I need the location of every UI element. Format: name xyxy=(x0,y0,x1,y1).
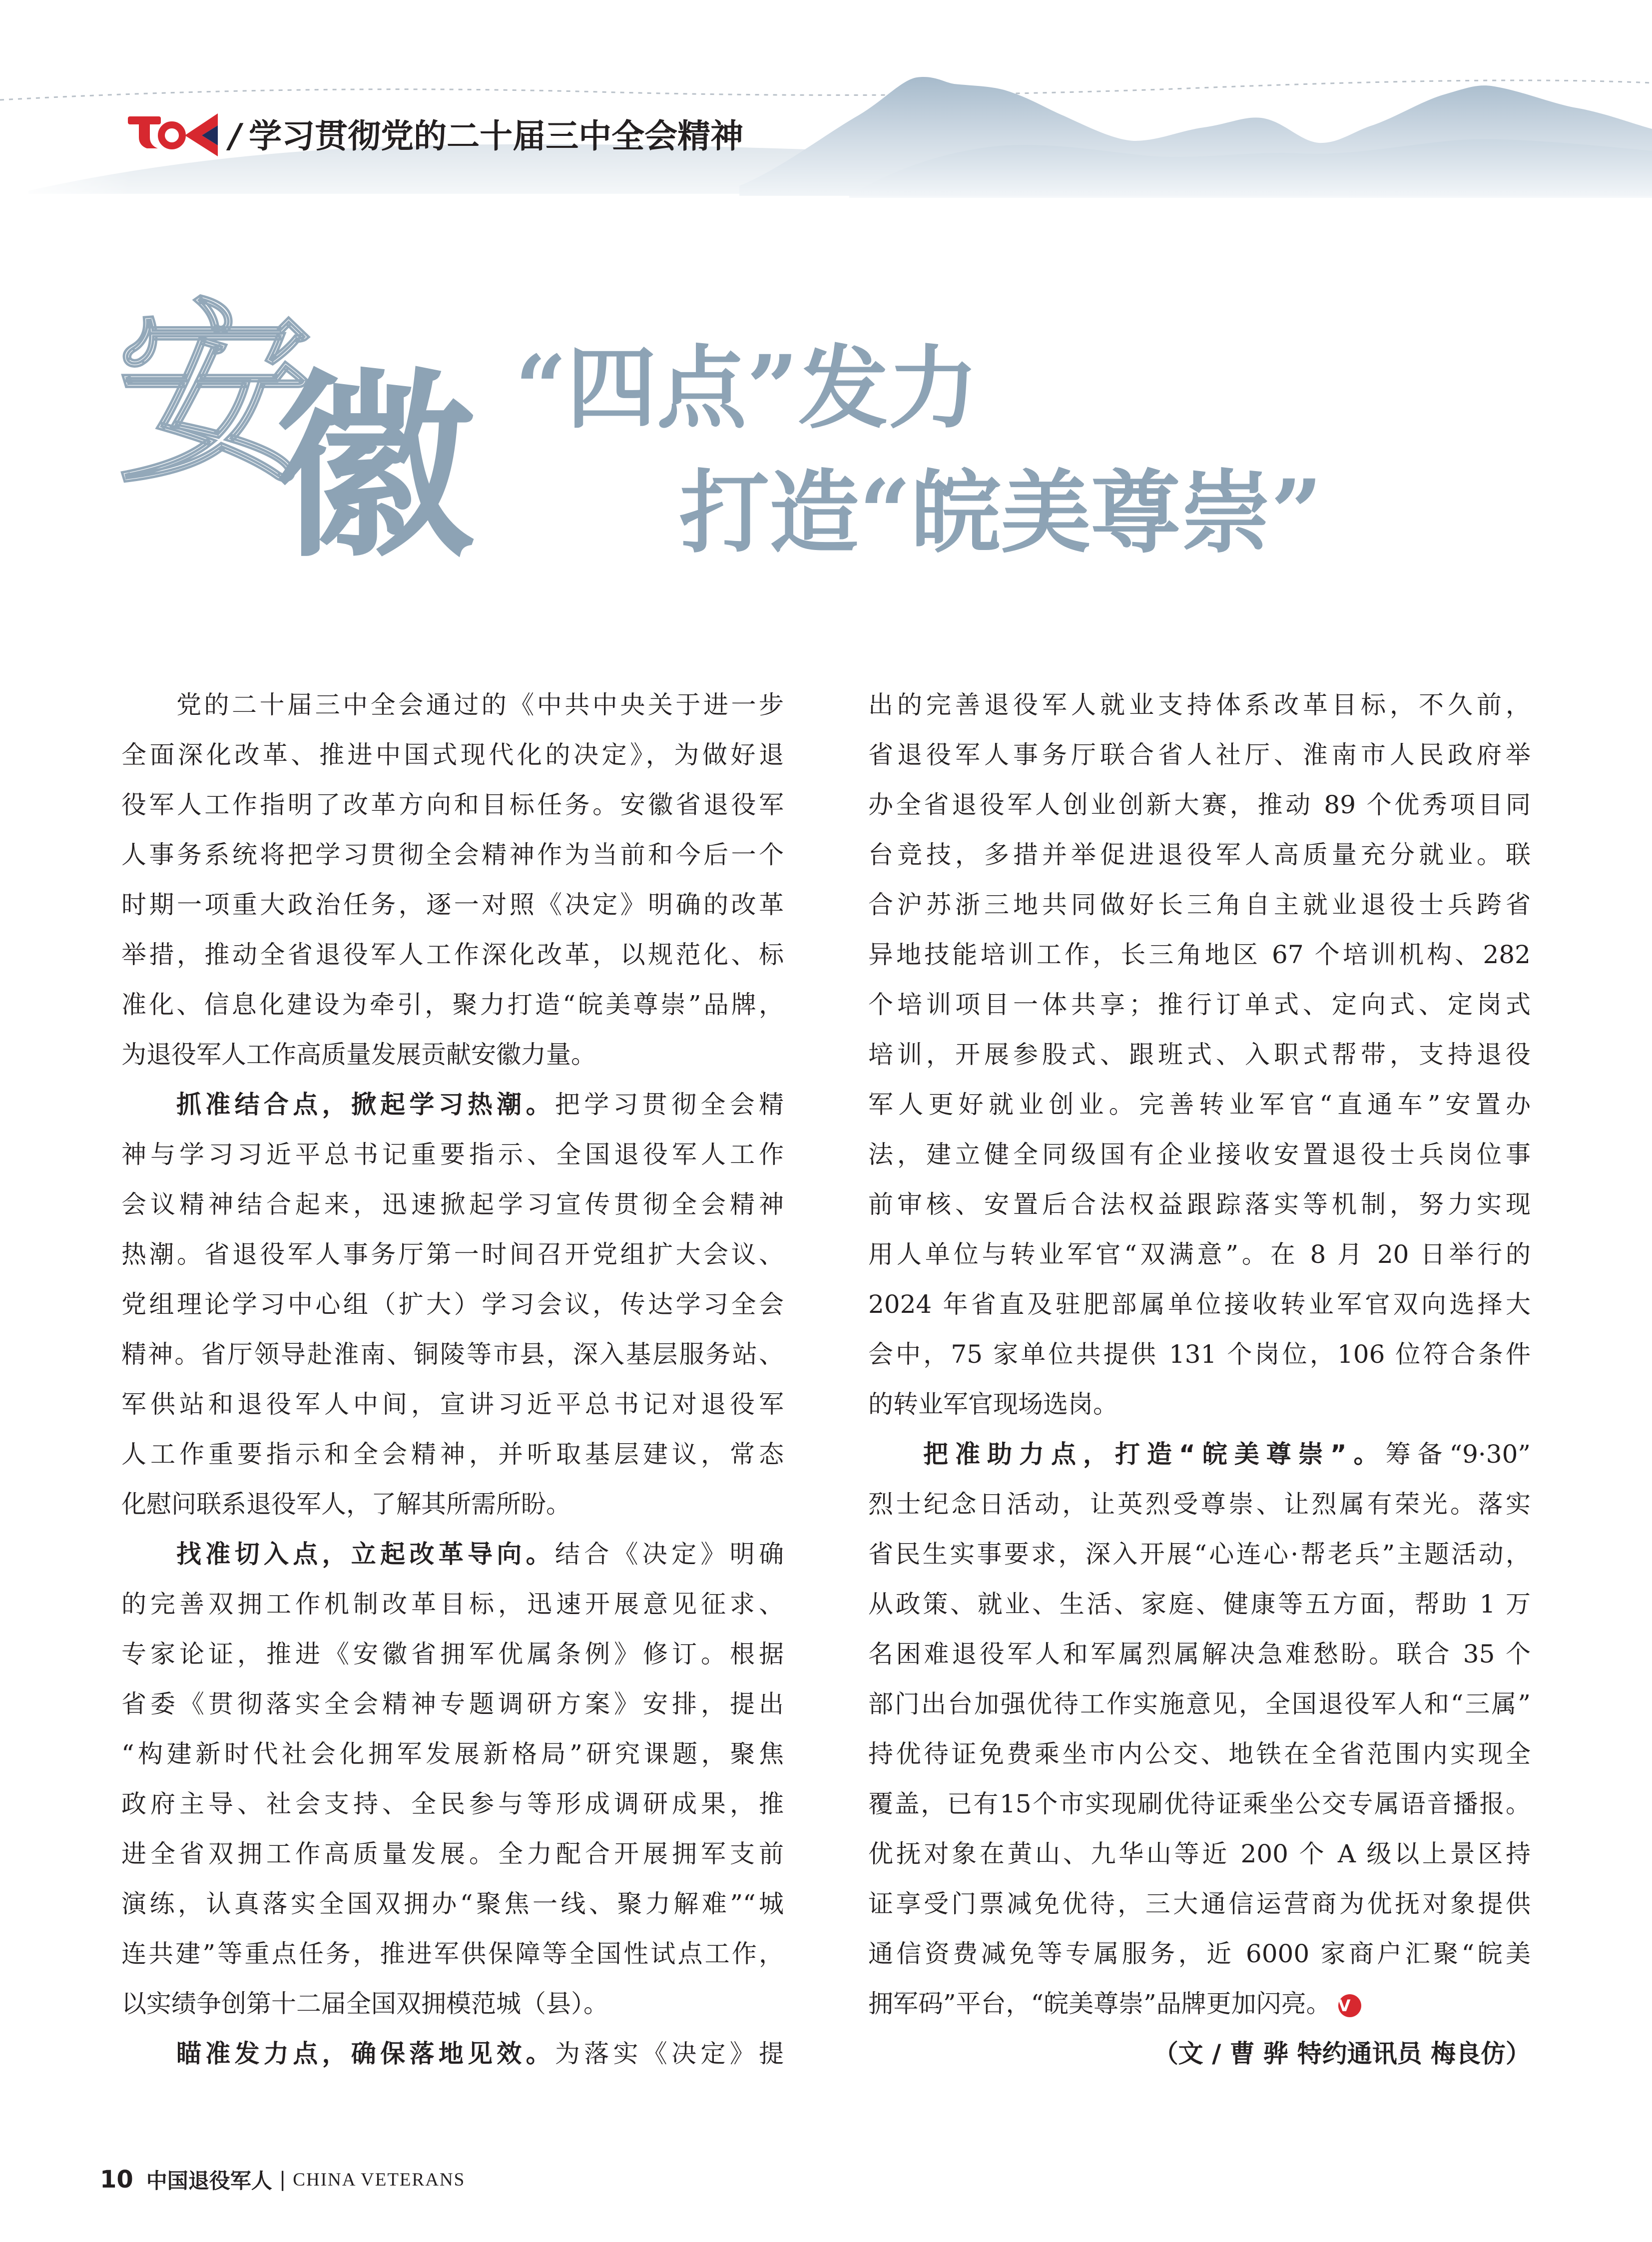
text-line xyxy=(868,1729,1531,1779)
line-text: 准化、信息化建设为牵引，聚力打造“皖美尊崇”品牌， xyxy=(121,990,784,1019)
line-text: 烈士纪念日活动，让英烈受尊崇、让烈属有荣光。落实 xyxy=(868,1490,1531,1519)
text-line xyxy=(868,1979,1531,2029)
text-line xyxy=(121,1929,784,1979)
end-mark-icon: V xyxy=(1338,1994,1361,2017)
line-text: 为退役军人工作高质量发展贡献安徽力量。 xyxy=(121,1040,596,1069)
article-column-right xyxy=(868,680,1531,2079)
line-text: 以实绩争创第十二届全国双拥模范城（县）。 xyxy=(121,1989,608,2018)
line-text: 全面深化改革、推进中国式现代化的决定》，为做好退 xyxy=(121,740,784,769)
text-line xyxy=(121,1379,784,1429)
text-line xyxy=(868,980,1531,1030)
line-text: 2024 年省直及驻肥部属单位接收转业军官双向选择大 xyxy=(868,1290,1531,1319)
text-line xyxy=(868,1479,1531,1529)
text-line xyxy=(121,1979,784,2029)
text-line xyxy=(868,1229,1531,1279)
line-text: 省退役军人事务厅联合省人社厅、淮南市人民政府举 xyxy=(868,740,1531,769)
line-text: 拥军码”平台，“皖美尊崇”品牌更加闪亮。 xyxy=(868,1989,1331,2018)
line-text: 通信资费减免等专属服务，近 6000 家商户汇聚“皖美 xyxy=(868,1939,1531,1968)
line-text: 进全省双拥工作高质量发展。全力配合开展拥军支前 xyxy=(121,1839,784,1868)
line-text: 役军人工作指明了改革方向和目标任务。安徽省退役军 xyxy=(121,790,784,819)
line-text: 演练，认真落实全国双拥办“聚焦一线、聚力解难”“城 xyxy=(121,1889,784,1918)
line-text: 连共建”等重点任务，推进军供保障等全国性试点工作， xyxy=(121,1939,784,1968)
text-line xyxy=(868,1279,1531,1329)
text-line xyxy=(121,980,784,1030)
text-line xyxy=(868,680,1531,730)
page-number: 10 xyxy=(100,2166,133,2194)
line-text: 把学习贯彻全会精 xyxy=(554,1090,784,1119)
text-line xyxy=(121,930,784,980)
line-text: 办全省退役军人创业创新大赛，推动 89 个优秀项目同 xyxy=(868,790,1531,819)
line-text: 会中，75 家单位共提供 131 个岗位，106 位符合条件 xyxy=(868,1340,1531,1369)
paragraph-continued xyxy=(868,680,1531,1429)
line-text: 会议精神结合起来，迅速掀起学习宣传贯彻全会精神 xyxy=(121,1190,784,1219)
text-line xyxy=(121,1429,784,1479)
text-line xyxy=(121,1479,784,1529)
line-text: 党组理论学习中心组（扩大）学习会议，传达学习全会 xyxy=(121,1290,784,1319)
line-text: 热潮。省退役军人事务厅第一时间召开党组扩大会议、 xyxy=(121,1240,784,1269)
text-line xyxy=(868,1629,1531,1679)
title-line-1: “四点”发力 xyxy=(515,336,979,441)
paragraph-lead: 抓准结合点，掀起学习热潮。 xyxy=(176,1090,555,1119)
mountain-banner xyxy=(0,0,1652,210)
paragraph-lead: 瞄准发力点，确保落地见效。 xyxy=(176,2039,555,2068)
section-header xyxy=(229,113,743,158)
line-text: 持优待证免费乘坐市内公交、地铁在全省范围内实现全 xyxy=(868,1739,1531,1768)
title-char-hui: 徽 xyxy=(275,350,475,584)
text-line xyxy=(121,1879,784,1929)
line-text: 证享受门票减免优待，三大通信运营商为优抚对象提供 xyxy=(868,1889,1531,1918)
text-line xyxy=(121,1579,784,1629)
text-line xyxy=(121,1030,784,1080)
text-line xyxy=(868,1179,1531,1229)
text-line xyxy=(868,1579,1531,1629)
line-text: 人事务系统将把学习贯彻全会精神作为当前和今后一个 xyxy=(121,840,784,869)
article-column-left xyxy=(121,680,784,2079)
text-line xyxy=(121,1329,784,1379)
text-line xyxy=(868,1829,1531,1879)
text-line xyxy=(121,1080,784,1129)
text-line xyxy=(121,1679,784,1729)
byline: （文 / 曹 骅 特约通讯员 梅良仿） xyxy=(1153,2039,1531,2068)
line-text: 筹备“9·30” xyxy=(1385,1440,1531,1469)
line-text: 的完善双拥工作机制改革目标，迅速开展意见征求、 xyxy=(121,1590,784,1619)
line-text: 合沪苏浙三地共同做好长三角自主就业退役士兵跨省 xyxy=(868,890,1531,919)
line-text: 化慰问联系退役军人，了解其所需所盼。 xyxy=(121,1490,571,1519)
line-text: 时期一项重大政治任务，逐一对照《决定》明确的改革 xyxy=(121,890,784,919)
line-text: 军供站和退役军人中间，宣讲习近平总书记对退役军 xyxy=(121,1390,784,1419)
text-line xyxy=(121,2029,784,2079)
title-char-an: 安 xyxy=(117,280,312,509)
line-text: 出的完善退役军人就业支持体系改革目标，不久前， xyxy=(868,690,1531,719)
text-line xyxy=(868,1529,1531,1579)
line-text: 举措，推动全省退役军人工作深化改革，以规范化、标 xyxy=(121,940,784,969)
paragraph-lead: 找准切入点，立起改革导向。 xyxy=(176,1540,555,1569)
line-text: “构建新时代社会化拥军发展新格局”研究课题，聚焦 xyxy=(121,1739,784,1768)
line-text: 异地技能培训工作，长三角地区 67 个培训机构、282 xyxy=(868,940,1531,969)
paragraph xyxy=(868,1429,1531,2029)
text-line xyxy=(121,1129,784,1179)
text-line xyxy=(121,780,784,830)
text-line xyxy=(121,1729,784,1779)
line-text: 政府主导、社会支持、全民参与等形成调研成果，推 xyxy=(121,1789,784,1818)
text-line xyxy=(868,780,1531,830)
text-line xyxy=(121,880,784,930)
header-slash: / xyxy=(229,116,241,155)
magazine-name-en: CHINA VETERANS xyxy=(293,2169,466,2190)
line-text: 从政策、就业、生活、家庭、健康等五方面，帮助 1 万 xyxy=(868,1590,1531,1619)
text-line xyxy=(868,1329,1531,1379)
line-text: 用人单位与转业军官“双满意”。在 8 月 20 日举行的 xyxy=(868,1240,1531,1269)
line-text: 党的二十届三中全会通过的《中共中央关于进一步 xyxy=(176,690,784,719)
text-line xyxy=(868,880,1531,930)
line-text: 优抚对象在黄山、九华山等近 200 个 A 级以上景区持 xyxy=(868,1839,1531,1868)
paragraph xyxy=(121,1529,784,2029)
column-text xyxy=(868,680,1531,2029)
text-line xyxy=(121,1229,784,1279)
line-text: 为落实《决定》提 xyxy=(554,2039,784,2068)
line-text: 人工作重要指示和全会精神，并听取基层建议，常态 xyxy=(121,1440,784,1469)
line-text: 精神。省厅领导赴淮南、铜陵等市县，深入基层服务站、 xyxy=(121,1340,784,1369)
paragraph xyxy=(121,2029,784,2079)
page-footer xyxy=(100,2163,465,2196)
line-text: 神与学习习近平总书记重要指示、全国退役军人工作 xyxy=(121,1140,784,1169)
paragraph xyxy=(121,1080,784,1529)
text-line xyxy=(868,1429,1531,1479)
footer-separator: | xyxy=(279,2168,286,2191)
line-text: 前审核、安置后合法权益跟踪落实等机制，努力实现 xyxy=(868,1190,1531,1219)
text-line xyxy=(121,1629,784,1679)
line-text: 军人更好就业创业。完善转业军官“直通车”安置办 xyxy=(868,1090,1531,1119)
china-veterans-logo-icon xyxy=(126,102,221,157)
text-line xyxy=(868,1679,1531,1729)
text-line xyxy=(121,1779,784,1829)
paragraph-lead: 把准助力点，打造“皖美尊崇”。 xyxy=(923,1440,1386,1469)
text-line xyxy=(868,1129,1531,1179)
text-line xyxy=(121,1279,784,1329)
line-text: 的转业军官现场选岗。 xyxy=(868,1390,1118,1419)
line-text: 台竞技，多措并举促进退役军人高质量充分就业。联 xyxy=(868,840,1531,869)
column-text xyxy=(121,680,784,2079)
line-text: 覆盖，已有15个市实现刷优待证乘坐公交专属语音播报。 xyxy=(868,1789,1531,1818)
line-text: 名困难退役军人和军属烈属解决急难愁盼。联合 35 个 xyxy=(868,1640,1531,1669)
text-line xyxy=(868,1379,1531,1429)
line-text: 部门出台加强优待工作实施意见，全国退役军人和“三属” xyxy=(868,1689,1531,1718)
line-text: 个培训项目一体共享；推行订单式、定向式、定岗式 xyxy=(868,990,1531,1019)
paragraph xyxy=(121,680,784,1080)
text-line xyxy=(121,730,784,780)
line-text: 法，建立健全同级国有企业接收安置退役士兵岗位事 xyxy=(868,1140,1531,1169)
magazine-name: 中国退役军人 xyxy=(146,2169,272,2193)
title-line-2: 打造“皖美尊崇” xyxy=(679,460,1323,565)
text-line xyxy=(121,830,784,880)
text-line xyxy=(121,1829,784,1879)
dashed-route-line xyxy=(0,80,1652,100)
text-line xyxy=(868,1030,1531,1080)
text-line xyxy=(868,830,1531,880)
text-line xyxy=(868,1779,1531,1829)
text-line xyxy=(868,930,1531,980)
text-line xyxy=(868,1879,1531,1929)
text-line xyxy=(868,1929,1531,1979)
text-line xyxy=(868,1080,1531,1129)
text-line xyxy=(868,730,1531,780)
line-text: 专家论证，推进《安徽省拥军优属条例》修订。根据 xyxy=(121,1640,784,1669)
text-line xyxy=(121,1179,784,1229)
text-line xyxy=(121,680,784,730)
line-text: 省委《贯彻落实全会精神专题调研方案》安排，提出 xyxy=(121,1689,784,1718)
line-text: 省民生实事要求，深入开展“心连心·帮老兵”主题活动， xyxy=(868,1540,1531,1569)
section-title: 学习贯彻党的二十届三中全会精神 xyxy=(249,116,744,155)
line-text: 结合《决定》明确 xyxy=(554,1540,784,1569)
line-text: 培训，开展参股式、跟班式、入职式帮带，支持退役 xyxy=(868,1040,1531,1069)
text-line xyxy=(121,1529,784,1579)
